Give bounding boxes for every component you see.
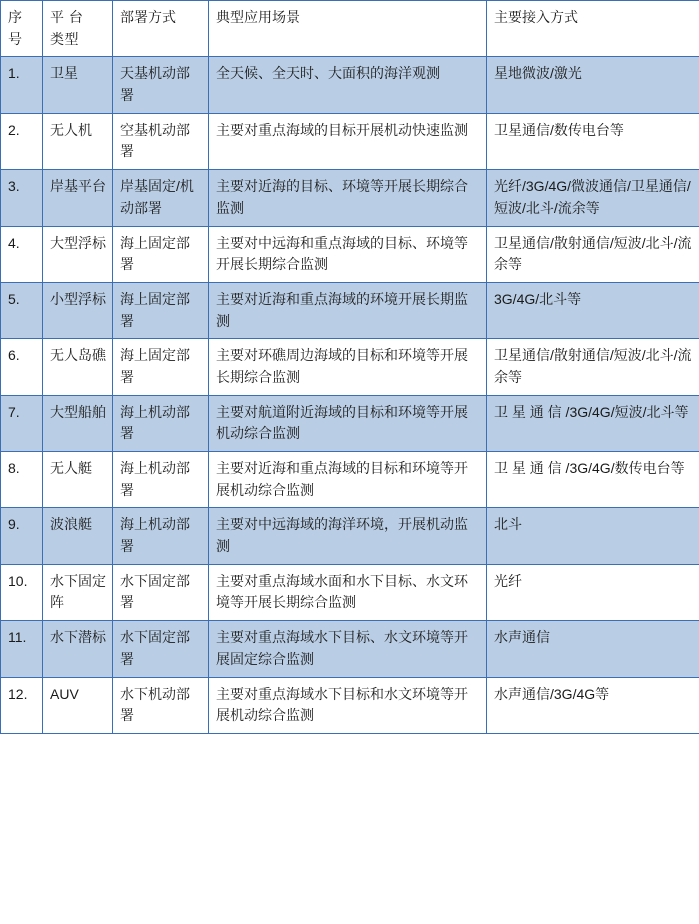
table-row <box>1 113 699 169</box>
table-header-row <box>1 1 699 57</box>
column-header-platform <box>43 1 113 57</box>
cell-scenario: 主要对重点海域水下目标和水文环境等开展机动综合监测 <box>209 677 487 733</box>
cell-deploy: 海上固定部署 <box>113 282 209 338</box>
cell-access: 北斗 <box>487 508 699 564</box>
cell-platform: 大型船舶 <box>43 395 113 451</box>
table-header <box>1 1 699 57</box>
cell-platform: 岸基平台 <box>43 170 113 226</box>
column-header-platform-line1: 平 台 <box>50 9 84 25</box>
cell-no: 10. <box>1 564 43 620</box>
cell-platform: 大型浮标 <box>43 226 113 282</box>
cell-access: 光纤 <box>487 564 699 620</box>
cell-no: 4. <box>1 226 43 282</box>
table-row <box>1 452 699 508</box>
cell-deploy: 海上机动部署 <box>113 395 209 451</box>
cell-no: 5. <box>1 282 43 338</box>
cell-deploy: 天基机动部署 <box>113 57 209 113</box>
cell-no: 2. <box>1 113 43 169</box>
table-body <box>1 57 699 734</box>
cell-no: 12. <box>1 677 43 733</box>
column-header-no <box>1 1 43 57</box>
column-header-no-line2: 号 <box>8 30 22 47</box>
cell-deploy: 岸基固定/机动部署 <box>113 170 209 226</box>
cell-no: 1. <box>1 57 43 113</box>
cell-access: 卫 星 通 信 /3G/4G/数传电台等 <box>487 452 699 508</box>
cell-no: 3. <box>1 170 43 226</box>
cell-deploy: 海上固定部署 <box>113 339 209 395</box>
cell-platform: 卫星 <box>43 57 113 113</box>
cell-access: 卫星通信/散射通信/短波/北斗/流余等 <box>487 226 699 282</box>
cell-scenario: 主要对中远海和重点海域的目标、环境等开展长期综合监测 <box>209 226 487 282</box>
cell-scenario: 主要对近海和重点海域的环境开展长期监测 <box>209 282 487 338</box>
cell-scenario: 主要对重点海域水面和水下目标、水文环境等开展长期综合监测 <box>209 564 487 620</box>
cell-access: 水声通信 <box>487 621 699 677</box>
table-row <box>1 170 699 226</box>
cell-access: 卫星通信/散射通信/短波/北斗/流余等 <box>487 339 699 395</box>
cell-scenario: 主要对近海和重点海域的目标和环境等开展机动综合监测 <box>209 452 487 508</box>
cell-platform: AUV <box>43 677 113 733</box>
table-row <box>1 226 699 282</box>
table-row <box>1 564 699 620</box>
column-header-deploy <box>113 1 209 57</box>
cell-platform: 水下潜标 <box>43 621 113 677</box>
cell-scenario: 主要对近海的目标、环境等开展长期综合监测 <box>209 170 487 226</box>
cell-deploy: 海上机动部署 <box>113 508 209 564</box>
table-row <box>1 508 699 564</box>
cell-access: 星地微波/激光 <box>487 57 699 113</box>
cell-scenario: 全天候、全天时、大面积的海洋观测 <box>209 57 487 113</box>
cell-no: 11. <box>1 621 43 677</box>
cell-no: 7. <box>1 395 43 451</box>
cell-platform: 小型浮标 <box>43 282 113 338</box>
cell-platform: 无人艇 <box>43 452 113 508</box>
column-header-no-line1: 序 <box>8 9 22 25</box>
cell-scenario: 主要对重点海域水下目标、水文环境等开展固定综合监测 <box>209 621 487 677</box>
cell-deploy: 海上机动部署 <box>113 452 209 508</box>
column-header-scenario <box>209 1 487 57</box>
cell-access: 卫星通信/数传电台等 <box>487 113 699 169</box>
column-header-platform-line2: 类型 <box>50 30 79 47</box>
cell-access: 水声通信/3G/4G等 <box>487 677 699 733</box>
table-row <box>1 57 699 113</box>
cell-no: 9. <box>1 508 43 564</box>
table-row <box>1 395 699 451</box>
cell-platform: 水下固定阵 <box>43 564 113 620</box>
cell-deploy: 水下固定部署 <box>113 621 209 677</box>
column-header-access <box>487 1 699 57</box>
cell-platform: 无人机 <box>43 113 113 169</box>
cell-scenario: 主要对中远海域的海洋环境，开展机动监测 <box>209 508 487 564</box>
table-row <box>1 677 699 733</box>
column-header-access-line1: 主要接入方式 <box>494 9 578 25</box>
cell-access: 光纤/3G/4G/微波通信/卫星通信/短波/北斗/流余等 <box>487 170 699 226</box>
cell-no: 8. <box>1 452 43 508</box>
cell-platform: 无人岛礁 <box>43 339 113 395</box>
table-row <box>1 339 699 395</box>
cell-access: 3G/4G/北斗等 <box>487 282 699 338</box>
column-header-scenario-line1: 典型应用场景 <box>216 9 300 25</box>
cell-scenario: 主要对重点海域的目标开展机动快速监测 <box>209 113 487 169</box>
cell-deploy: 水下机动部署 <box>113 677 209 733</box>
table-row <box>1 621 699 677</box>
cell-access: 卫 星 通 信 /3G/4G/短波/北斗等 <box>487 395 699 451</box>
cell-deploy: 水下固定部署 <box>113 564 209 620</box>
cell-deploy: 海上固定部署 <box>113 226 209 282</box>
cell-scenario: 主要对环礁周边海域的目标和环境等开展长期综合监测 <box>209 339 487 395</box>
table-row <box>1 282 699 338</box>
cell-no: 6. <box>1 339 43 395</box>
column-header-deploy-line1: 部署方式 <box>120 9 176 25</box>
cell-scenario: 主要对航道附近海域的目标和环境等开展机动综合监测 <box>209 395 487 451</box>
cell-deploy: 空基机动部署 <box>113 113 209 169</box>
cell-platform: 波浪艇 <box>43 508 113 564</box>
